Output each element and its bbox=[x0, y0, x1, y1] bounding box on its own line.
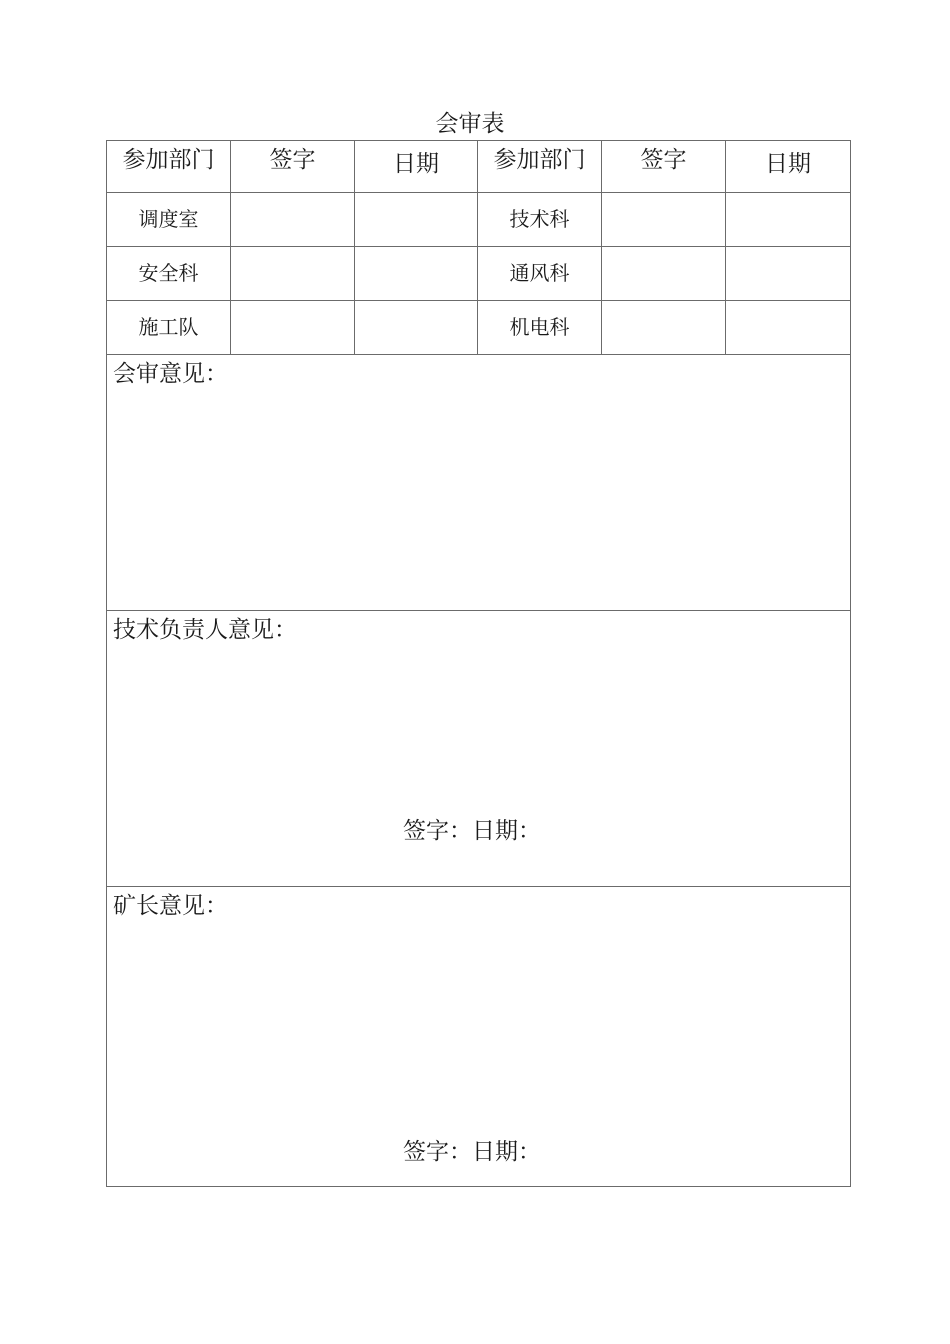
tech-lead-opinion-label: 技术负责人意见： bbox=[113, 617, 297, 643]
date-cell[interactable] bbox=[726, 301, 851, 355]
review-opinion-label: 会审意见： bbox=[113, 361, 228, 387]
dept-name: 通风科 bbox=[509, 261, 570, 285]
header-date-cell-right bbox=[726, 141, 851, 193]
date-cell[interactable] bbox=[355, 193, 478, 247]
dept-cell bbox=[107, 301, 231, 355]
review-opinion-section bbox=[107, 355, 851, 611]
dept-cell bbox=[107, 193, 231, 247]
header-sign-label: 签字 bbox=[269, 147, 316, 173]
dept-name: 施工队 bbox=[138, 315, 199, 339]
header-dept-cell-right bbox=[478, 141, 602, 193]
tech-lead-opinion-section bbox=[107, 611, 851, 887]
header-row bbox=[107, 141, 851, 193]
header-date-label: 日期 bbox=[765, 151, 811, 177]
dept-cell bbox=[107, 247, 231, 301]
date-cell[interactable] bbox=[355, 247, 478, 301]
dept-name: 技术科 bbox=[509, 207, 570, 231]
header-sign-cell-right bbox=[602, 141, 726, 193]
director-sign-date-label: 签字：日期： bbox=[403, 1139, 541, 1165]
header-date-cell-left bbox=[355, 141, 478, 193]
table-row bbox=[107, 301, 851, 355]
dept-cell bbox=[478, 247, 602, 301]
dept-cell bbox=[478, 301, 602, 355]
tech-lead-sign-date-label: 签字：日期： bbox=[403, 818, 541, 844]
form-title: 会审表 bbox=[435, 111, 505, 137]
sign-cell[interactable] bbox=[231, 301, 355, 355]
sign-cell[interactable] bbox=[231, 193, 355, 247]
header-dept-label: 参加部门 bbox=[493, 147, 586, 173]
director-opinion-label: 矿长意见： bbox=[113, 893, 228, 919]
date-cell[interactable] bbox=[355, 301, 478, 355]
review-opinion-field[interactable] bbox=[107, 355, 851, 611]
header-sign-label: 签字 bbox=[640, 147, 687, 173]
header-dept-label: 参加部门 bbox=[122, 147, 215, 173]
sign-cell[interactable] bbox=[602, 301, 726, 355]
dept-cell bbox=[478, 193, 602, 247]
sign-cell[interactable] bbox=[231, 247, 355, 301]
sign-cell[interactable] bbox=[602, 193, 726, 247]
header-sign-cell-left bbox=[231, 141, 355, 193]
header-date-label: 日期 bbox=[393, 151, 439, 177]
tech-lead-opinion-field[interactable] bbox=[107, 611, 851, 887]
director-opinion-field[interactable] bbox=[107, 887, 851, 1187]
dept-name: 安全科 bbox=[138, 261, 199, 285]
header-dept-cell-left bbox=[107, 141, 231, 193]
date-cell[interactable] bbox=[726, 247, 851, 301]
review-form-table bbox=[106, 140, 851, 1187]
dept-name: 调度室 bbox=[138, 207, 199, 231]
dept-name: 机电科 bbox=[509, 315, 570, 339]
sign-cell[interactable] bbox=[602, 247, 726, 301]
table-row bbox=[107, 247, 851, 301]
date-cell[interactable] bbox=[726, 193, 851, 247]
director-opinion-section bbox=[107, 887, 851, 1187]
table-row bbox=[107, 193, 851, 247]
